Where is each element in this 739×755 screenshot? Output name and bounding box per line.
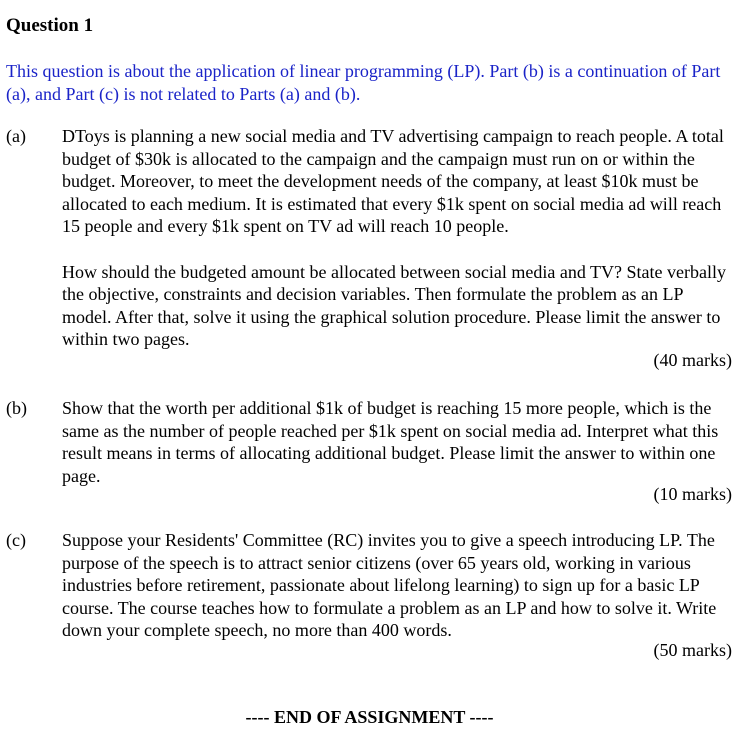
part-a-label: (a) — [6, 126, 26, 146]
part-a-marks: (40 marks) — [653, 350, 732, 370]
part-a-paragraph-2: How should the budgeted amount be allocated between social media and TV? State verbally the objective, constraints and decision variables. Then formulate the problem as an LP model. After that, solve it using the graphical solution procedure. Please limit the answer to within two pages. — [62, 261, 726, 349]
question-title: Question 1 — [6, 15, 94, 36]
part-b-label: (b) — [6, 398, 27, 418]
part-b-paragraph-1: Show that the worth per additional $1k of budget is reaching 15 more people, which is the same as the number of people reached per $1k spent on social media ad. Interpret what this result means in terms of allocating additional budget. Please limit the answer to within one page. — [62, 398, 719, 486]
part-a-text — [62, 125, 732, 351]
part-c-text — [62, 529, 732, 642]
end-of-assignment: ---- END OF ASSIGNMENT ---- — [245, 707, 494, 727]
part-c-marks: (50 marks) — [653, 640, 732, 660]
part-a-paragraph-1: DToys is planning a new social media and TV advertising campaign to reach people. A total budget of $30k is allocated to the campaign and the campaign must run on or within the budget. Moreover, to meet the development needs of the company, at least $10k must be allocated to each medium. It is estimated that every $1k spent on social media ad will reach 15 people and every $1k spent on TV ad will reach 10 people. — [62, 126, 724, 236]
question-intro: This question is about the application of linear programming (LP). Part (b) is a continuation of Part (a), and Part (c) is not related to Parts (a) and (b). — [6, 61, 721, 104]
part-b-text — [62, 397, 732, 487]
part-c-paragraph-1: Suppose your Residents' Committee (RC) invites you to give a speech introducing LP. The purpose of the speech is to attract senior citizens (over 65 years old, working in various industries before retirement, passionate about lifelong learning) to sign up for a basic LP course. The course teaches how to formulate a problem as an LP and how to solve it. Write down your complete speech, no more than 400 words. — [62, 530, 717, 640]
part-b-marks: (10 marks) — [653, 484, 732, 504]
part-c-label: (c) — [6, 530, 26, 550]
